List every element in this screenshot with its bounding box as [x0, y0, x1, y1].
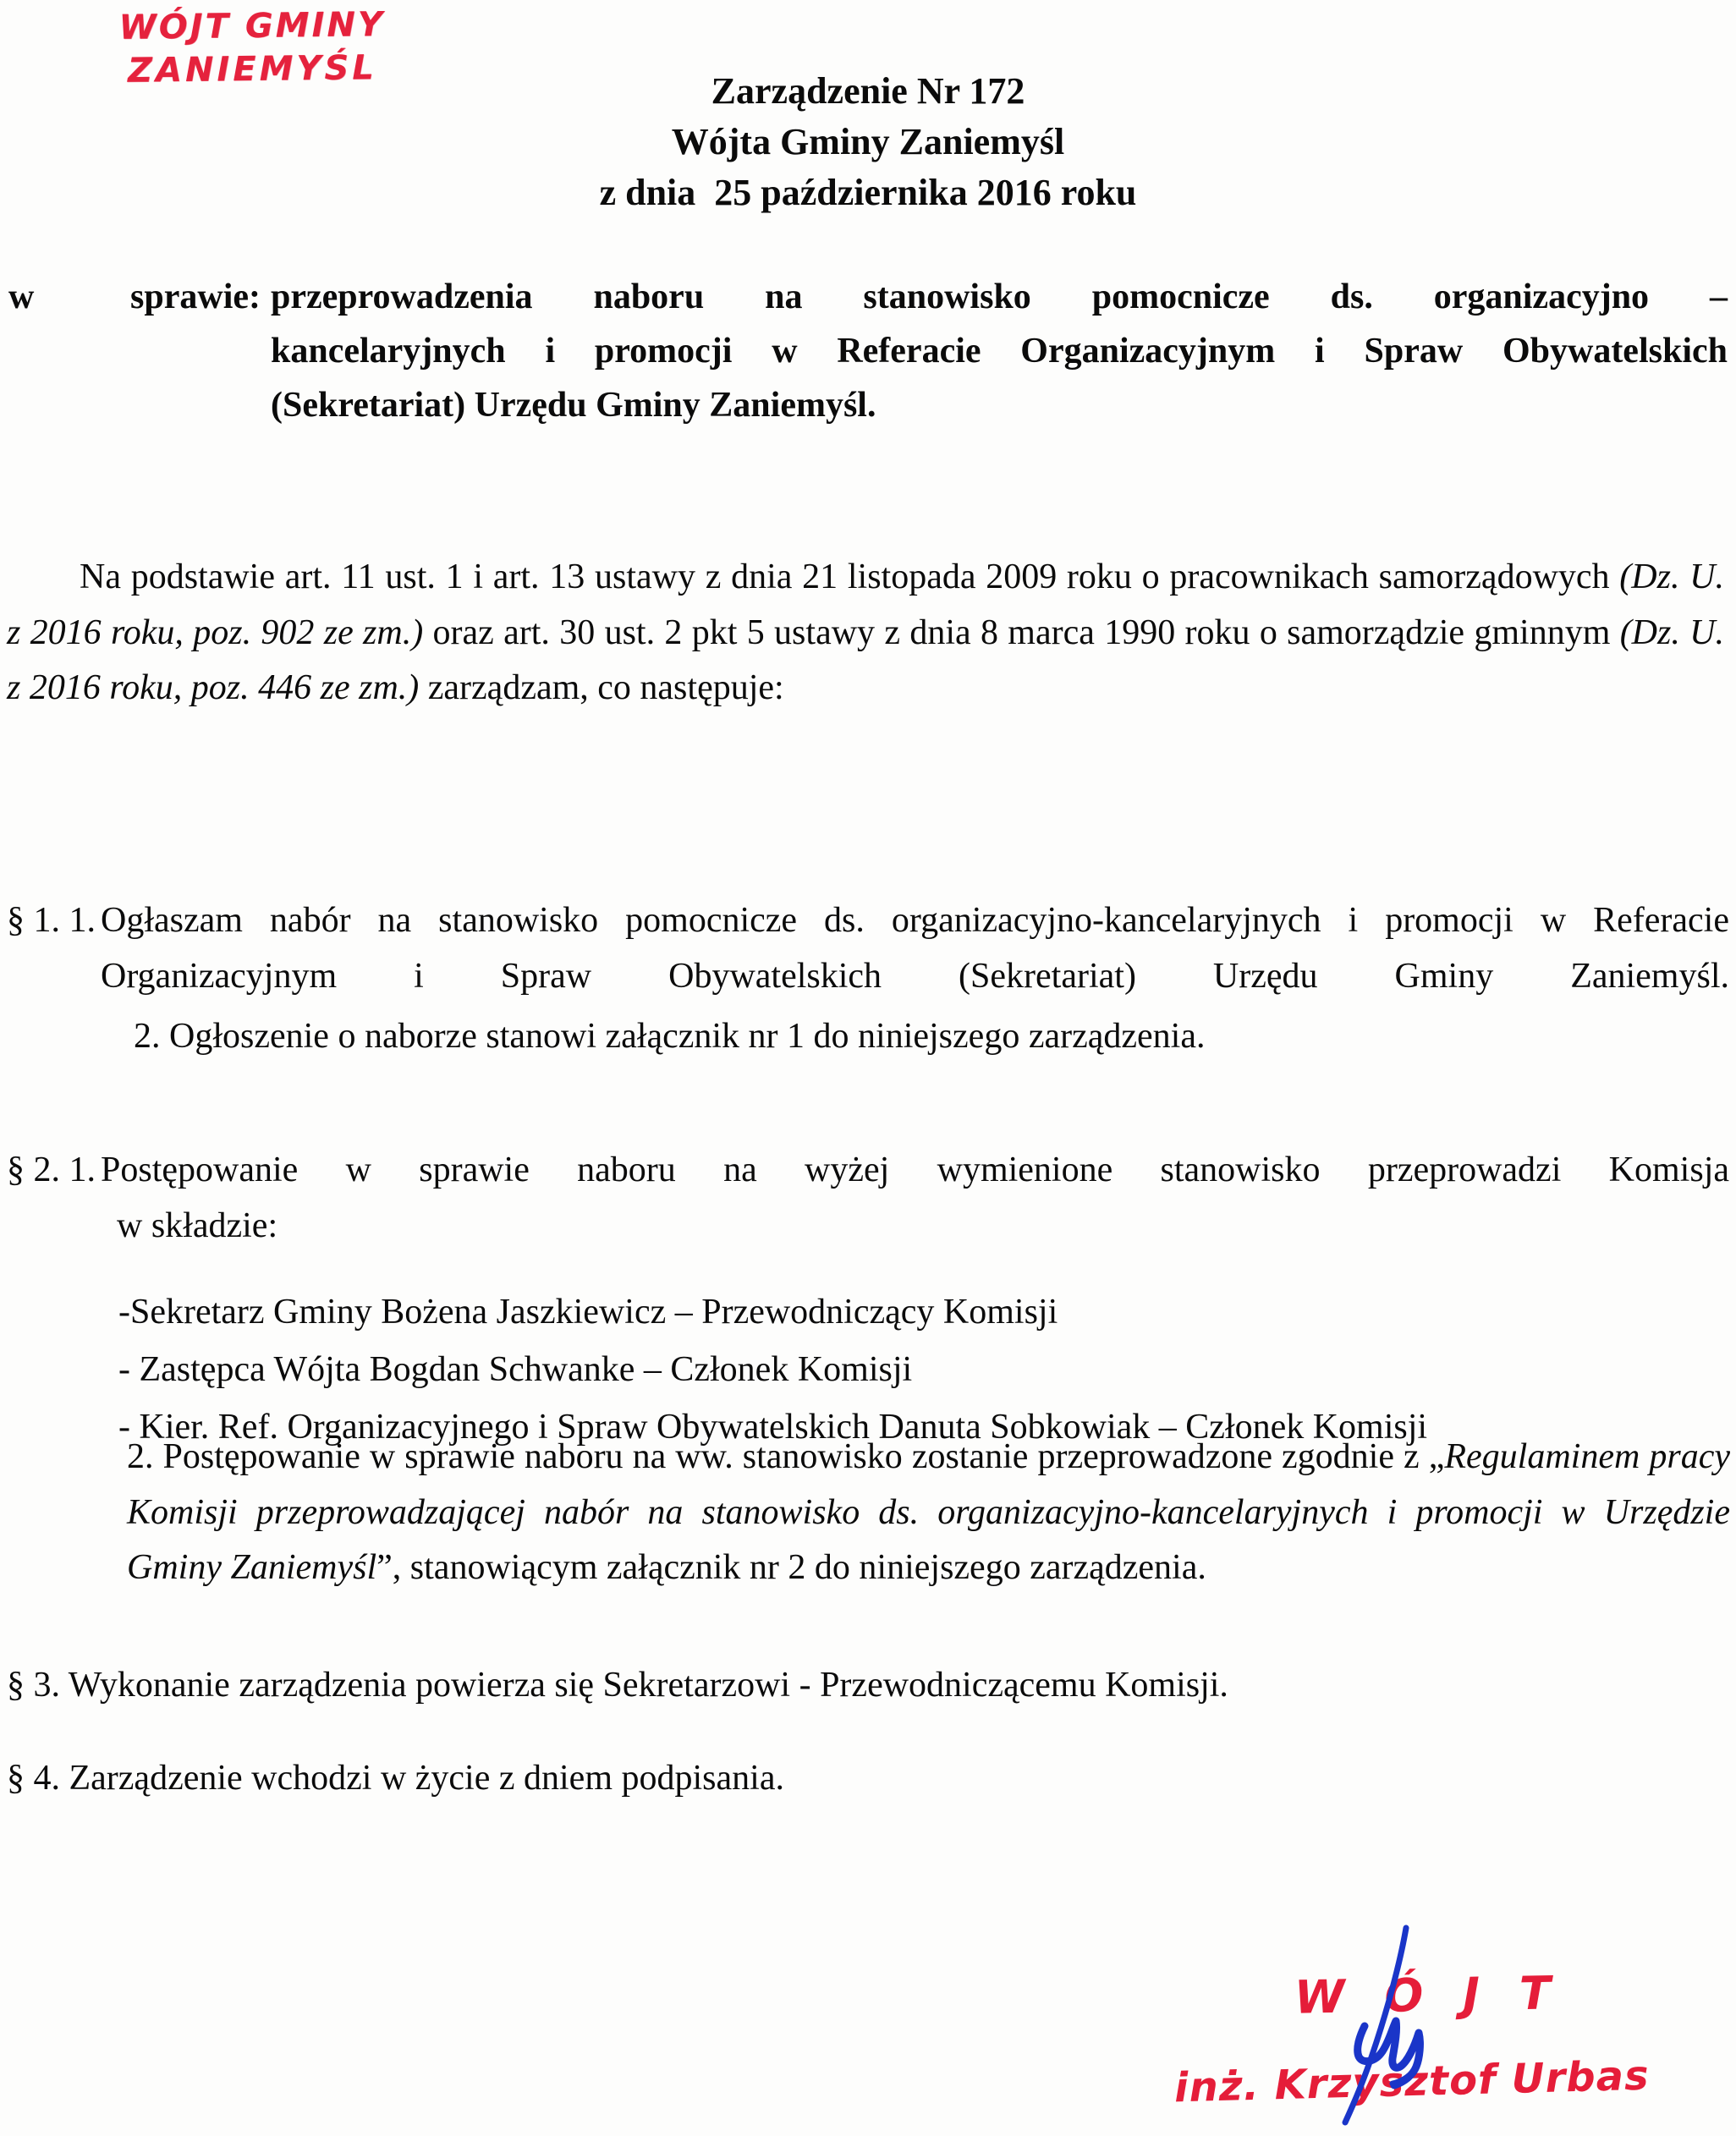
signature-person-name: inż. Krzysztof Urbas — [1173, 2051, 1651, 2112]
legal-basis-citation-2: (Dz. U. z 2016 roku, poz. 446 ze zm.) — [7, 612, 1725, 708]
section-2-text-continued: w składzie: — [117, 1206, 278, 1246]
subject-body — [271, 271, 1728, 432]
committee-member-1: -Sekretarz Gminy Bożena Jaszkiewicz – Przewodniczący Komisji — [118, 1292, 1058, 1332]
title-line-3: z dnia 25 października 2016 roku — [599, 171, 1137, 213]
section-2 — [7, 1142, 1729, 1456]
subject-block — [8, 271, 1728, 432]
section-3: § 3. Wykonanie zarządzenia powierza się Sekretarzowi - Przewodniczącemu Komisji. — [7, 1666, 1228, 1705]
section-1 — [7, 892, 1729, 1064]
section-2-text: Postępowanie w sprawie naboru na wyżej wymienione stanowisko przeprowadzi Komisja — [101, 1150, 1729, 1189]
legal-basis-part-2: oraz art. 30 ust. 2 pkt 5 ustawy z dnia 8 marca 1990 roku o samorządzie gminnym — [423, 612, 1620, 652]
legal-basis-paragraph — [7, 550, 1724, 717]
legal-basis-part-3: zarządzam, co następuje: — [419, 668, 784, 708]
section-1-mark: § 1. 1. — [7, 901, 96, 940]
section-2-item-2-part-1: 2. Postępowanie w sprawie naboru na ww. stanowisko zostanie przeprowadzone zgodnie z „ — [127, 1437, 1445, 1476]
title-line-1: Zarządzenie Nr 172 — [711, 70, 1025, 112]
subject-label — [8, 271, 271, 325]
committee-member-3: - Kier. Ref. Organizacyjnego i Spraw Obywatelskich Danuta Sobkowiak – Członek Komisji — [118, 1407, 1428, 1447]
section-2-item-2 — [127, 1430, 1730, 1596]
section-2-item-2-quote: Regulaminem pracy Komisji przeprowadzającej nabór na stanowisko ds. organizacyjno-kancelaryjnych i promocji w Urzędzie Gminy Zaniemyśl — [127, 1437, 1730, 1588]
subject-line-2: kancelaryjnych i promocji w Referacie Organizacyjnym i Spraw Obywatelskich — [271, 331, 1728, 371]
subject-label-word-1: w — [8, 277, 35, 316]
header-stamp-line-1: WÓJT GMINY — [118, 5, 386, 47]
header-stamp-line-2: ZANIEMYŚL — [127, 48, 377, 91]
subject-label-word-2: sprawie: — [130, 277, 261, 316]
section-2-item-2-part-2: ”, stanowiącym załącznik nr 2 do niniejszego zarządzenia. — [376, 1548, 1206, 1588]
section-2-mark: § 2. 1. — [7, 1150, 96, 1189]
document-title — [0, 66, 1736, 217]
section-4: § 4. Zarządzenie wchodzi w życie z dniem podpisania. — [7, 1759, 784, 1798]
committee-member-2: - Zastępca Wójta Bogdan Schwanke – Członek Komisji — [118, 1349, 913, 1389]
signature-title: W Ó J T — [1294, 1966, 1563, 2024]
legal-basis-part-1: Na podstawie art. 11 ust. 1 i art. 13 ustawy z dnia 21 listopada 2009 roku o pracownikach samorządowych — [80, 557, 1620, 596]
signature-block — [1125, 1933, 1709, 2128]
subject-line-3: (Sekretariat) Urzędu Gminy Zaniemyśl. — [271, 385, 876, 425]
title-line-2: Wójta Gminy Zaniemyśl — [671, 120, 1065, 162]
subject-line-1: przeprowadzenia naboru na stanowisko pomocnicze ds. organizacyjno – — [271, 277, 1728, 316]
section-1-item-2: 2. Ogłoszenie o naborze stanowi załącznik nr 1 do niniejszego zarządzenia. — [134, 1016, 1206, 1056]
legal-basis-citation-1: (Dz. U. z 2016 roku, poz. 902 ze zm.) — [7, 557, 1724, 652]
section-1-text: Ogłaszam nabór na stanowisko pomocnicze ds. organizacyjno-kancelaryjnych i promocji w Referacie Organizacyjnym i Spraw Obywatelskich (Sekretariat) Urzędu Gminy Zaniemyśl. — [101, 901, 1729, 997]
